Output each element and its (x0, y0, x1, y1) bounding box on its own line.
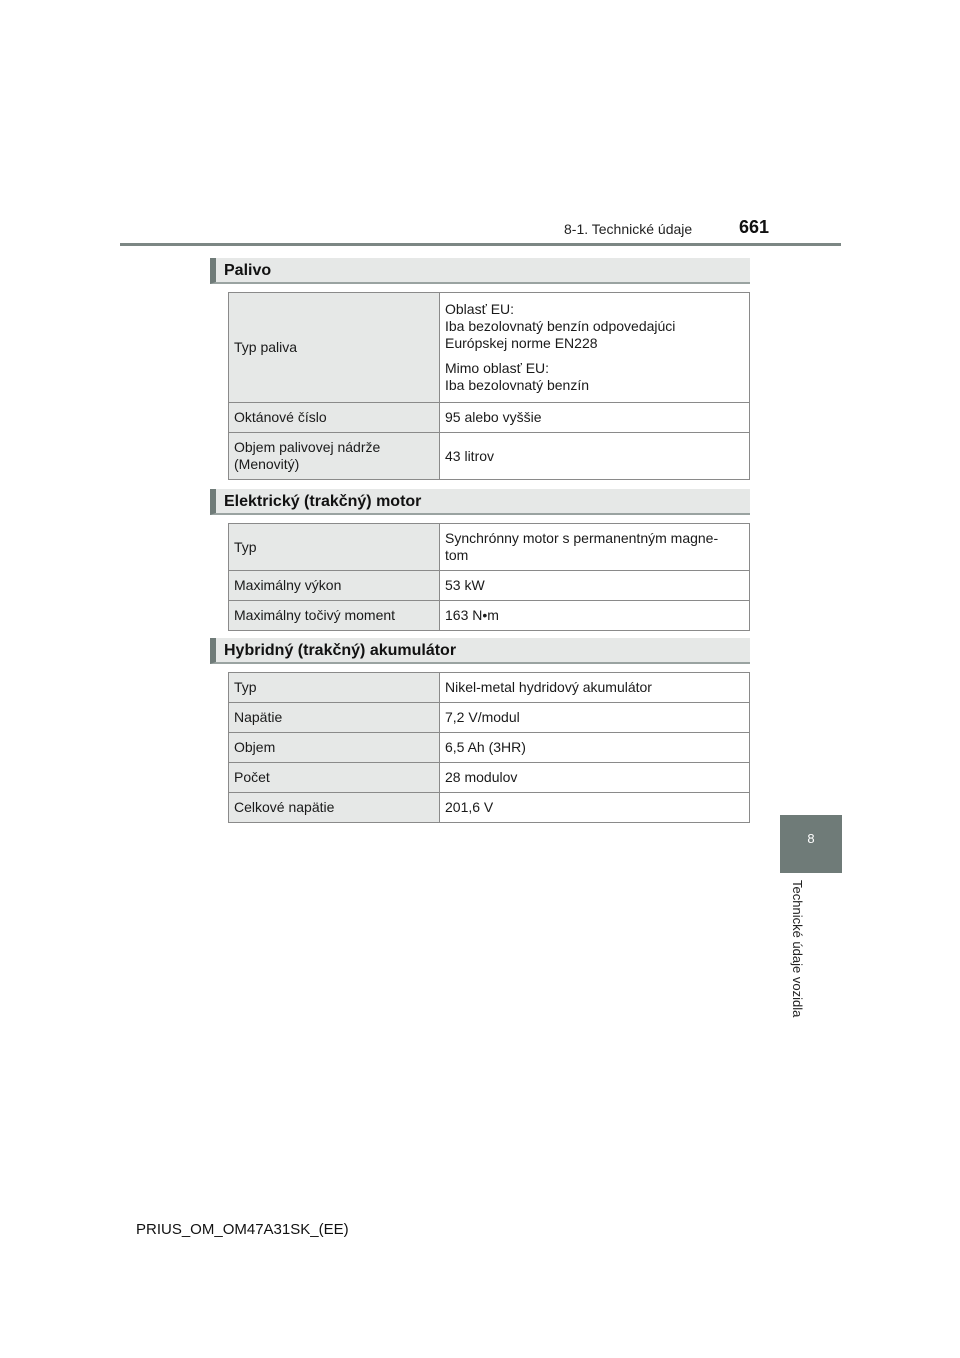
value-paragraph (445, 360, 744, 394)
label-line: Objem palivovej nádrže (234, 439, 381, 455)
row-value: Nikel-metal hydridový akumulátor (440, 673, 750, 703)
fuel-heading: Palivo (210, 258, 750, 284)
row-value: 7,2 V/modul (440, 703, 750, 733)
row-label: Počet (229, 763, 440, 793)
page-number: 661 (739, 217, 770, 237)
table-row (229, 433, 750, 480)
fuel-table (228, 292, 750, 480)
row-label: Typ (229, 524, 440, 571)
table-row (229, 793, 750, 823)
row-label: Typ (229, 673, 440, 703)
battery-heading: Hybridný (trakčný) akumulátor (210, 638, 750, 664)
row-value: 28 modulov (440, 763, 750, 793)
battery-table (228, 672, 750, 823)
section-title: 8-1. Technické údaje (564, 221, 693, 237)
row-value: 53 kW (440, 571, 750, 601)
header-divider (120, 243, 841, 246)
row-label: Maximálny výkon (229, 571, 440, 601)
chapter-label: Technické údaje vozidla (790, 880, 805, 1018)
table-row (229, 293, 750, 403)
row-value (440, 524, 750, 571)
table-row (229, 673, 750, 703)
row-value: 201,6 V (440, 793, 750, 823)
row-label: Oktánové číslo (229, 403, 440, 433)
table-row (229, 763, 750, 793)
value-line: Oblasť EU: (445, 301, 515, 317)
row-value (440, 293, 750, 403)
row-value: 95 alebo vyššie (440, 403, 750, 433)
document-code: PRIUS_OM_OM47A31SK_(EE) (136, 1221, 349, 1238)
row-label: Celkové napätie (229, 793, 440, 823)
row-label: Typ paliva (229, 293, 440, 403)
table-row (229, 403, 750, 433)
chapter-number: 8 (807, 831, 815, 846)
row-label: Maximálny točivý moment (229, 601, 440, 631)
value-paragraph (445, 301, 744, 352)
table-row (229, 601, 750, 631)
row-label (229, 433, 440, 480)
row-value: 163 N•m (440, 601, 750, 631)
table-row (229, 524, 750, 571)
label-line: (Menovitý) (234, 456, 300, 472)
row-value: 43 litrov (440, 433, 750, 480)
value-line: Synchrónny motor s permanentným magne- (445, 530, 719, 546)
row-value: 6,5 Ah (3HR) (440, 733, 750, 763)
row-label: Objem (229, 733, 440, 763)
value-line: Európskej norme EN228 (445, 335, 598, 351)
value-line: Iba bezolovnatý benzín odpovedajúci (445, 318, 676, 334)
value-line: Mimo oblasť EU: (445, 360, 550, 376)
table-row (229, 703, 750, 733)
motor-table (228, 523, 750, 631)
row-label: Napätie (229, 703, 440, 733)
table-row (229, 733, 750, 763)
chapter-tab (780, 815, 842, 873)
motor-heading: Elektrický (trakčný) motor (210, 489, 750, 515)
value-line: Iba bezolovnatý benzín (445, 377, 589, 393)
value-line: tom (445, 547, 469, 563)
table-row (229, 571, 750, 601)
